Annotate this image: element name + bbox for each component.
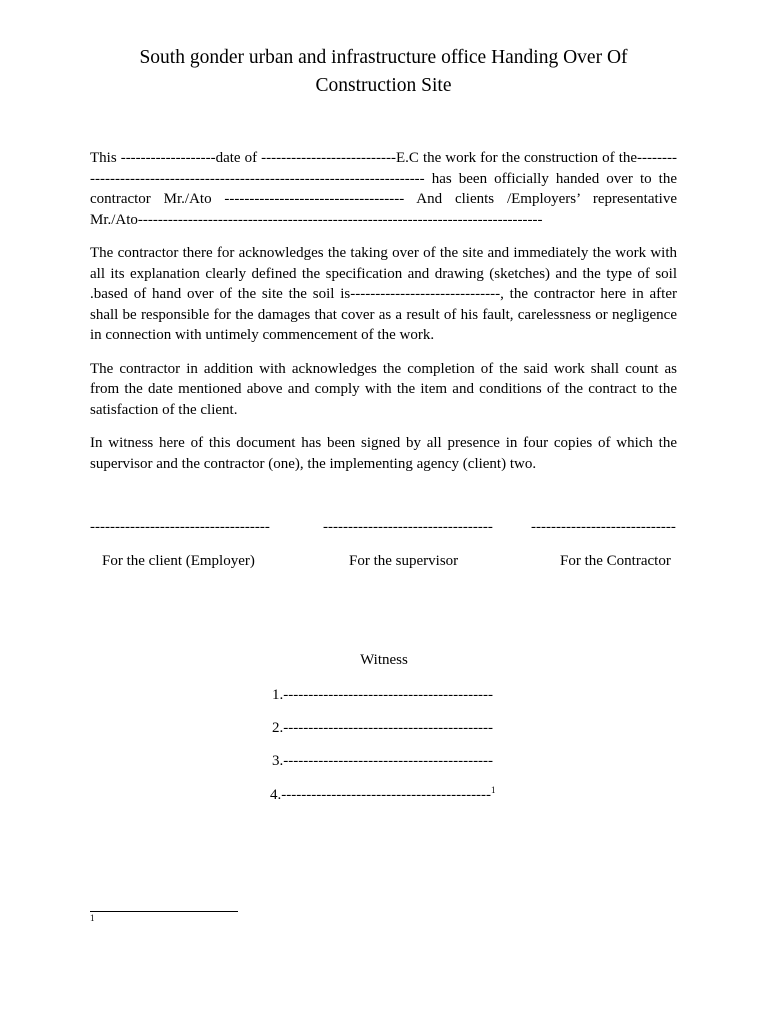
witness-line-1: 1.------------------------------------------ (272, 687, 494, 703)
paragraph-acknowledgement: The contractor there for acknowledges the taking over of the site and immediately the work with all its explanation clearly defined the specification and drawing (sketches) and the type of soil .based of hand over of the site the soil is------------------------------, the contractor here in after shall be responsible for the damages that cover as a result of his fault, carelessness or negligence in connection with untimely commencement of the work. (90, 245, 677, 343)
signature-line-client: ------------------------------------ (90, 519, 270, 535)
witness-line-4 (270, 787, 496, 804)
signature-label-contractor: For the Contractor (560, 553, 671, 569)
footnote-number: 1 (90, 913, 95, 923)
paragraph-witness-statement: In witness here of this document has been signed by all presence in four copies of which the supervisor and the contractor (one), the implementing agency (client) two. (90, 435, 677, 472)
document-body (90, 148, 677, 487)
paragraph-handover: This -------------------date of ---------------------------E.C the work for the construction of the--------------------------------------------------------------------------- has been officially handed over to the contractor Mr./Ato ------------------------------------ And clients /Employers’ representative Mr./Ato--------------------------------------------------------------------------------- (90, 150, 677, 228)
witness-line-4-text: 4.------------------------------------------ (270, 787, 492, 803)
footnote-separator (90, 911, 238, 912)
signature-label-client: For the client (Employer) (102, 553, 255, 569)
signature-lines (90, 519, 677, 539)
paragraph-completion: The contractor in addition with acknowledges the completion of the said work shall count as from the date mentioned above and comply with the item and conditions of the contract to the satisfaction of the client. (90, 360, 677, 418)
signature-line-supervisor: ---------------------------------- (323, 519, 493, 535)
signature-label-supervisor: For the supervisor (349, 553, 459, 569)
witness-heading: Witness (360, 652, 408, 668)
witness-line-3: 3.------------------------------------------ (272, 753, 494, 769)
document-title: South gonder urban and infrastructure office Handing Over Of Construction Site (139, 47, 628, 96)
signature-line-contractor: ----------------------------- (531, 519, 676, 535)
signature-labels (90, 553, 677, 573)
witness-line-2: 2.------------------------------------------ (272, 720, 494, 736)
footnote-reference[interactable]: 1 (491, 785, 496, 795)
